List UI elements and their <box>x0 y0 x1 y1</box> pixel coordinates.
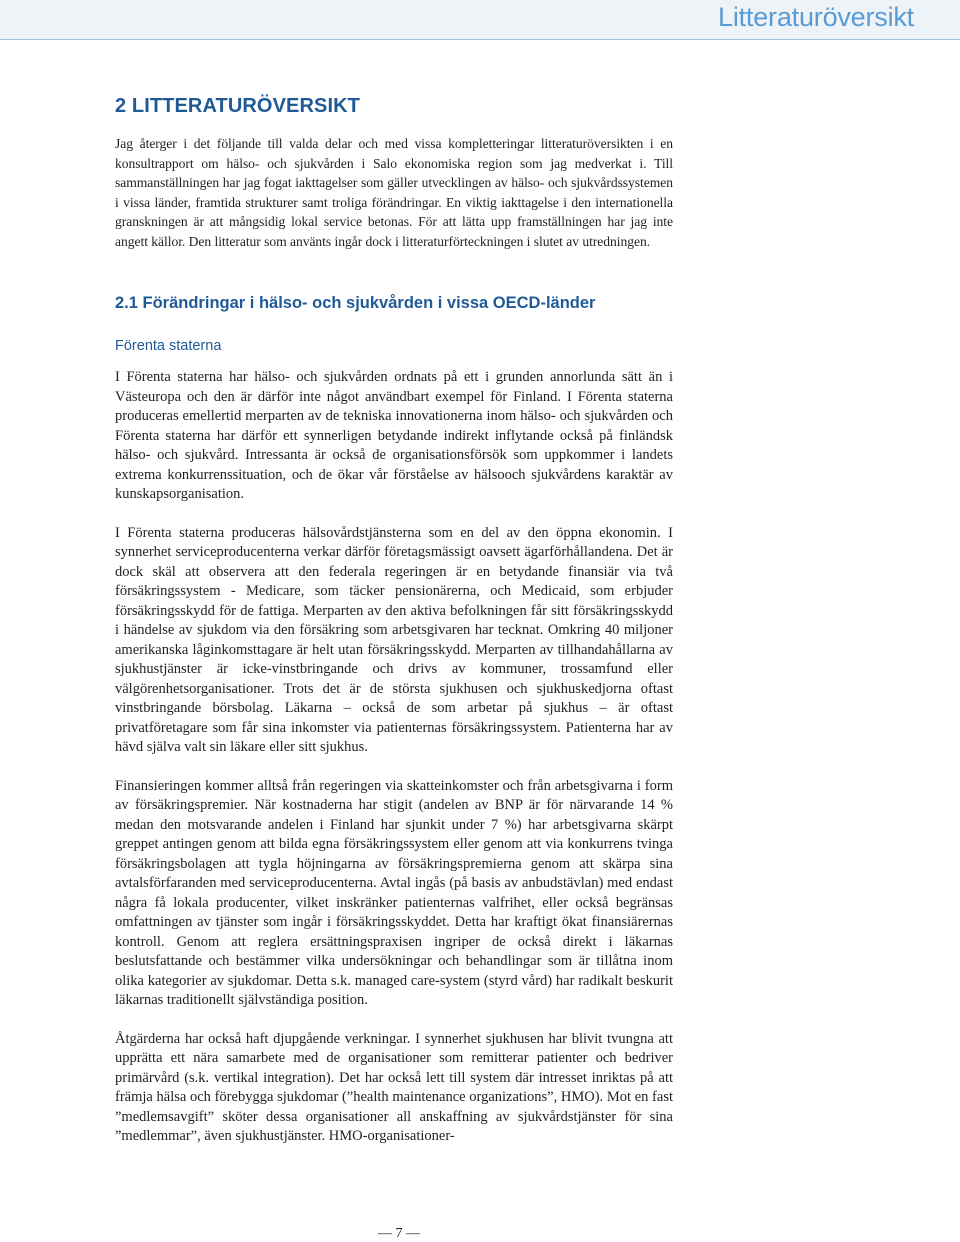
chapter-intro-paragraph: Jag återger i det följande till valda delar och med vissa kompletteringar litteraturöversikten i en konsultrapport om hälso- och sjukvården i Salo ekonomiska region som jag medverkat i. Till sammanställningen har jag fogat iakttagelser som gäller utvecklingen av hälso- och sjukvårdssystemen i vissa länder, framtida strukturer samt troliga förändringar. En viktig iakttagelse i den internationella granskningen är att mångsidig lokal service betonas. För att lätta upp framställningen har jag inte angett källor. Den litteratur som använts ingår dock i litteraturförteckningen i slutet av utredningen. <box>115 136 673 249</box>
body-paragraph: Åtgärderna har också haft djupgående verkningar. I synnerhet sjukhusen har blivit tvungna att upprätta ett nära samarbete med de organisationer som remitterar patienter och bedriver primärvård (s.k. vertikal integration). Det har också lett till system där intresset inriktas på att främja hälsa och förebygga sjukdomar (”health maintenance organizations”, HMO). Mot en fast ”medlemsavgift” sköter dessa organisationer all anskaffning av sjukvårdstjänster för sina ”medlemmar”, även sjukhustjänster. HMO-organisationer- <box>115 1030 673 1144</box>
subsection-title: Förenta staterna <box>115 338 222 354</box>
body-paragraph: I Förenta staterna produceras hälsovårdstjänsterna som en del av den öppna ekonomin. I synnerhet serviceproducenterna verkar därför företagsmässigt oavsett ägarförhållandena. Det är dock skäl att observera att den federala regeringen är en betydande finansiär via två försäkringssystem - Medicare, som täcker pensionärerna, och Medicaid, som erbjuder försäkringsskydd för de fattiga. Merparten av den aktiva befolkningen får sitt försäkringsskydd i händelse av sjukdom via den försäkring som arbetsgivaren har tecknat. Omkring 40 miljoner amerikanska låginkomsttagare är helt utan försäkringsskydd. Merparten av tillhandahållarna av sjukhustjänster är icke-vinstbringande och drivs av kommuner, trossamfund eller välgörenhetsorganisationer. Trots det är de största sjukhusen och sjukhuskedjorna oftast vinstbringande börsbolag. Läkarna – också de som arbetar på sjukhus – är oftast privatföretagare som får sina inkomster via patienternas försäkringssystem. Patienterna har av hävd själva valt sin läkare eller sitt sjukhus. <box>115 524 673 755</box>
page-number: — 7 — <box>378 1226 420 1241</box>
section-title: 2.1 Förändringar i hälso- och sjukvården i vissa OECD-länder <box>115 294 596 312</box>
running-header <box>0 0 960 39</box>
chapter-title: 2 LITTERATURÖVERSIKT <box>115 95 360 117</box>
body-paragraph: Finansieringen kommer alltså från regeringen via skatteinkomster och från arbetsgivarna i form av försäkringspremier. När kostnaderna har stigit (andelen av BNP är för närvarande 14 % medan den motsvarande andelen i Finland har sjunkit under 7 %) har arbetsgivarna skärpt greppet antingen genom att bilda egna försäkringssystem eller genom att via konkurrens tvinga försäkringsbolagen att tygla höjningarna av försäkringspremierna genom att skärpa sina avtalsförfaranden med serviceproducenterna. Avtal ingås (på basis av anbudstävlan) med endast några få lokala producenter, vilket inskränker patienternas valfrihet, eller också begränsas omfattningen av tjänster som ingår i försäkringsskyddet. Detta har kraftigt ökat finansiärernas kontroll. Genom att reglera ersättningspraxisen ingriper de också direkt i läkarnas beslutsfattande och bestämmer vilka undersökningar och behandlingar som är tillåtna inom olika kategorier av sjukdomar. Detta s.k. managed care-system (styrd vård) har radikalt beskurit läkarnas traditionellt självständiga position. <box>115 777 673 1008</box>
page-content <box>115 95 673 1147</box>
header-divider <box>0 39 960 40</box>
running-header-title: Litteraturöversikt <box>718 2 914 32</box>
body-paragraph: I Förenta staterna har hälso- och sjukvården ordnats på ett i grunden annorlunda sätt än i Västeuropa och den är därför inte något användbart exempel för Finland. I Förenta staterna produceras emellertid merparten av de tekniska innovationerna inom hälso- och sjukvården och Förenta staterna har därför ett synnerligen betydande indirekt inflytande också på finländsk hälso- och sjukvård. Intressanta är också de organisationsförsök som uppkommer i landets extrema konkurrenssituation, och de ökar vår förståelse av hälsooch sjukvårdens karaktär av kunskapsorganisation. <box>115 369 673 502</box>
